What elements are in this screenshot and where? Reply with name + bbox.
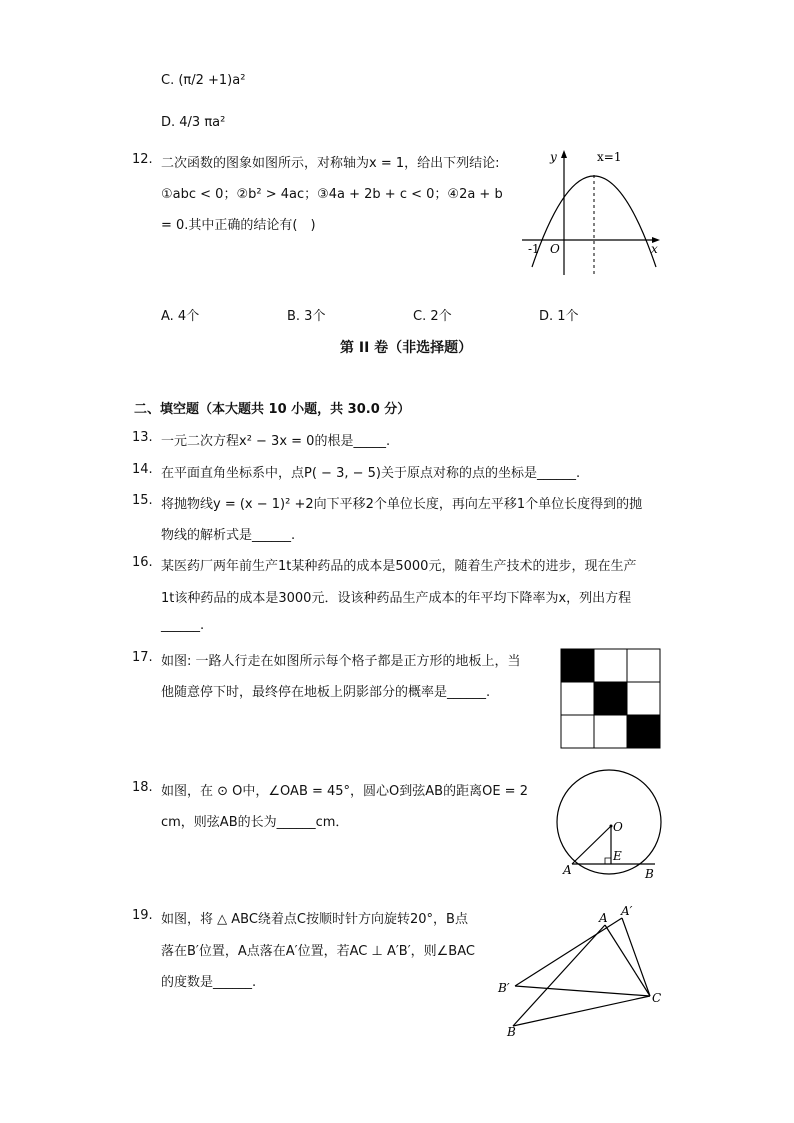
q17-line1: 如图: 一路人行走在如图所示每个格子都是正方形的地板上，当 <box>161 654 521 669</box>
q18-line2: cm，则弦AB的长为______cm． <box>161 815 349 830</box>
q15-line1: 将抛物线y = (x − 1)² +2向下平移2个单位长度，再向左平移1个单位长度得到的抛 <box>161 497 643 512</box>
q11-option-c: C. (π/2 +1)a² <box>161 73 246 88</box>
q13-number: 13. <box>132 430 153 445</box>
q12-line3: = 0.其中正确的结论有( ) <box>161 218 316 233</box>
floor-grid <box>560 648 662 750</box>
q12-option-c: C. 2个 <box>413 309 452 324</box>
circle-label-b: B <box>645 867 654 881</box>
rot-label-a: A <box>599 911 608 925</box>
rot-label-b: B <box>507 1025 516 1039</box>
q12-line2: ①abc < 0；②b² > 4ac；③4a + 2b + c < 0；④2a + b <box>161 187 503 202</box>
graph-origin: O <box>550 242 560 256</box>
q12-number: 12. <box>132 152 153 167</box>
graph-axis-label: x=1 <box>597 150 622 164</box>
q19-line1: 如图，将 △ ABC绕着点C按顺时针方向旋转20°，B点 <box>161 912 468 927</box>
rotation-figure <box>495 900 670 1040</box>
parabola-graph <box>520 145 665 280</box>
q12-line1: 二次函数的图象如图所示，对称轴为x = 1，给出下列结论: <box>161 156 500 171</box>
circle-figure <box>555 768 670 883</box>
q13-text: 一元二次方程x² − 3x = 0的根是_____. <box>161 434 391 449</box>
q14-text: 在平面直角坐标系中，点P( − 3, − 5)关于原点对称的点的坐标是______. <box>161 466 581 481</box>
section2-title: 二、填空题（本大题共 10 小题，共 30.0 分） <box>134 402 411 417</box>
graph-y-label: y <box>550 150 557 164</box>
graph-x-label: x <box>651 242 658 256</box>
q17-line2: 他随意停下时，最终停在地板上阴影部分的概率是______. <box>161 685 491 700</box>
circle-label-o: O <box>613 820 623 834</box>
q16-line2: 1t该种药品的成本是3000元．设该种药品生产成本的年平均下降率为x，列出方程 <box>161 591 632 606</box>
q19-number: 19. <box>132 908 153 923</box>
part2-title: 第 II 卷（非选择题） <box>340 340 473 356</box>
circle-label-e: E <box>613 849 622 863</box>
q12-option-a: A. 4个 <box>161 309 200 324</box>
q19-line3: 的度数是______. <box>161 975 257 990</box>
circle-label-a: A <box>563 863 572 877</box>
rot-label-a-prime: A′ <box>621 904 633 918</box>
q16-number: 16. <box>132 555 153 570</box>
q18-number: 18. <box>132 780 153 795</box>
q12-option-d: D. 1个 <box>539 309 579 324</box>
graph-minus-one: -1 <box>528 242 540 256</box>
q11-option-d: D. 4/3 πa² <box>161 115 226 130</box>
q18-line1: 如图，在 ⊙ O中，∠OAB = 45°，圆心O到弦AB的距离OE = 2 <box>161 784 528 799</box>
q12-option-b: B. 3个 <box>287 309 326 324</box>
q15-number: 15. <box>132 493 153 508</box>
q16-line1: 某医药厂两年前生产1t某种药品的成本是5000元，随着生产技术的进步，现在生产 <box>161 559 637 574</box>
q14-number: 14. <box>132 462 153 477</box>
q16-line3: ______. <box>161 618 205 633</box>
rot-label-c: C <box>652 991 662 1005</box>
rot-label-b-prime: B′ <box>498 981 510 995</box>
q17-number: 17. <box>132 650 153 665</box>
q15-line2: 物线的解析式是______. <box>161 528 296 543</box>
q19-line2: 落在B′位置，A点落在A′位置，若AC ⊥ A′B′，则∠BAC <box>161 944 475 959</box>
